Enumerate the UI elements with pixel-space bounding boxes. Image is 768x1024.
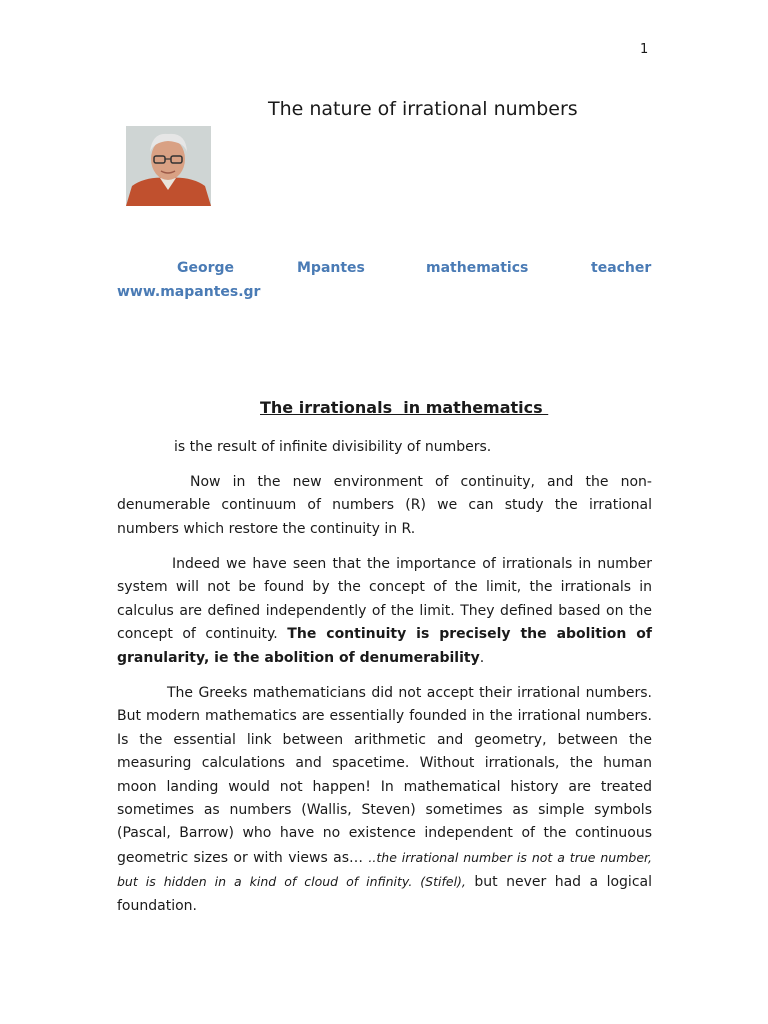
paragraph-importance-end: .	[479, 649, 485, 666]
author-last-name: Mpantes	[297, 260, 365, 276]
author-website: www.mapantes.gr	[117, 284, 261, 300]
paragraph-history-text: The Greeks mathematicians did not accept their irrational numbers. But modern mathematics are essentially founded in the irrational numbers. Is the essential link between arithmetic and geometry, between the measuring calculations and spacetime. Without irrationals, the human moon landing would not happen! In mathematical history are treated sometimes as numbers (Wallis, Steven) sometimes as simple symbols (Pascal, Barrow) who have no existence independent of the continuous geometric sizes or with views as…	[117, 685, 652, 866]
page-number: 1	[640, 42, 649, 57]
paragraph-importance-text: Indeed we have seen that the importance of irrationals in number system will not be found by the concept of the limit, the irrationals in calculus are defined independently of the limit. They defined based on the concept of continuity.	[117, 556, 652, 643]
stifel-quote: ..the irrational number is not a true number, but is hidden in a kind of cloud of infinity. (Stifel),	[117, 849, 652, 890]
paragraph-importance	[117, 553, 652, 670]
paragraph-continuity: Now in the new environment of continuity, and the non-denumerable continuum of numbers (R) we can study the irrational numbers which restore the continuity in R.	[117, 474, 652, 537]
paragraph-history	[117, 682, 652, 918]
author-photo	[126, 126, 211, 206]
intro-paragraph: is the result of infinite divisibility of numbers.	[174, 439, 492, 455]
paragraph-importance-emphasis: The continuity is precisely the abolition of granularity, ie the abolition of denumerability	[117, 626, 652, 666]
section-heading: The irrationals in mathematics	[260, 398, 549, 417]
author-role: teacher	[591, 260, 652, 276]
author-first-name: George	[177, 260, 235, 276]
author-subject: mathematics	[426, 260, 529, 276]
document-title: The nature of irrational numbers	[268, 98, 578, 120]
paragraph-history-end: but never had a logical foundation.	[117, 874, 652, 914]
